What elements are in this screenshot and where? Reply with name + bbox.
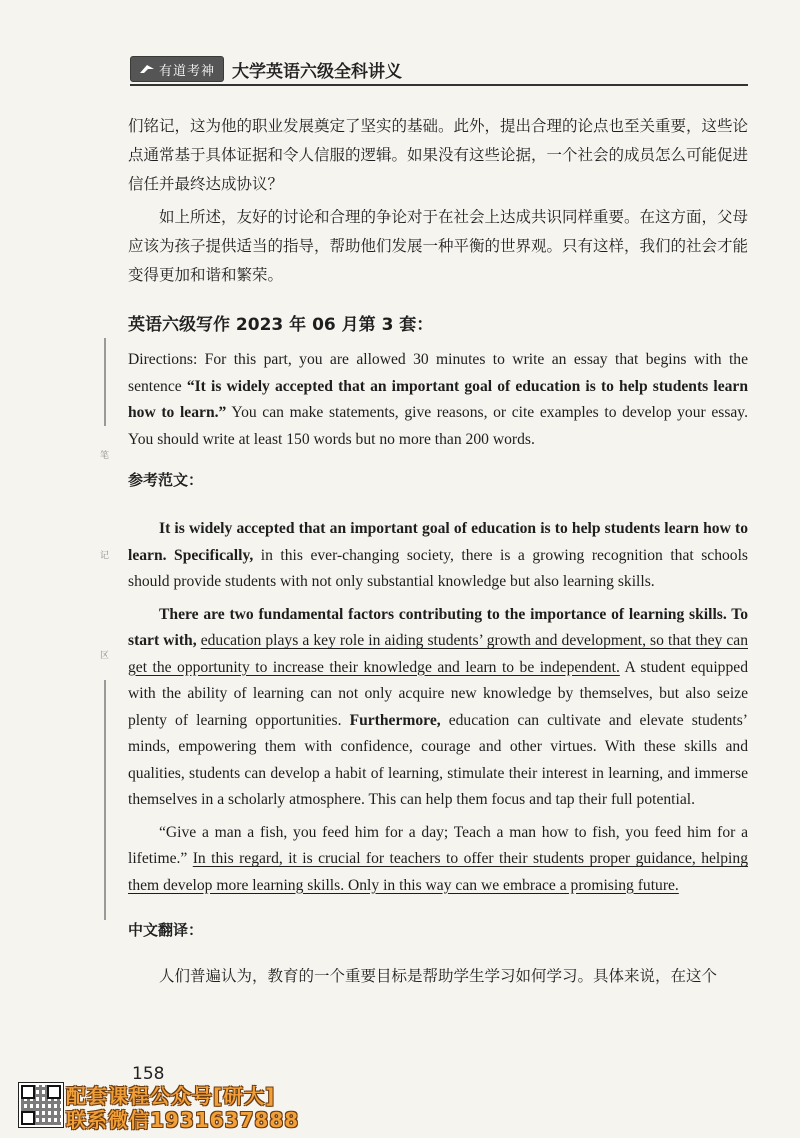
essay-paragraph-1 xyxy=(128,516,748,596)
watermark-line-1: 配套课程公众号[研大] xyxy=(66,1084,276,1108)
essay-paragraph-2 xyxy=(128,602,748,814)
margin-rule-top xyxy=(104,338,106,426)
logo-text: 有道考神 xyxy=(159,63,216,79)
page-header xyxy=(130,56,402,82)
margin-label-ji: 记 xyxy=(100,551,110,561)
margin-label-qu: 区 xyxy=(100,651,110,661)
intro-paragraph-2: 如上所述，友好的讨论和合理的争论对于在社会上达成共识同样重要。在这方面，父母应该为孩子提供适当的指导，帮助他们发展一种平衡的世界观。只有这样，我们的社会才能变得更加和谐和繁荣。 xyxy=(128,208,749,284)
header-divider xyxy=(130,84,748,86)
publisher-logo xyxy=(130,56,224,82)
directions-prompt: “It is widely accepted that an important goal of education is to help students learn how to learn.” xyxy=(128,377,749,421)
margin-rule-bottom xyxy=(104,680,106,920)
translation-heading: 中文翻译： xyxy=(128,921,204,939)
bird-icon xyxy=(139,63,155,75)
page-number: 158 xyxy=(132,1064,165,1084)
directions-text-1: Directions: For this part, you are allowed 30 minutes to write an essay that begins with the sentence xyxy=(128,351,748,395)
directions-text-2: You can make statements, give reasons, or cite examples to develop your essay. You should write at least 150 words but no more than 200 words. xyxy=(128,404,748,448)
section-heading: 英语六级写作 2023 年 06 月第 3 套： xyxy=(128,315,434,335)
essay-p2-bold2: Furthermore, xyxy=(349,711,441,729)
directions xyxy=(128,347,748,453)
essay-p1-text: in this ever-changing society, there is a growing recognition that schools should provide students with not only substantial knowledge but also learning skills. xyxy=(128,546,748,590)
essay-p2-mid: A student equipped with the ability of learning can not only acquire new knowledge by themselves, but also seize plenty of learning opportunities. xyxy=(128,658,748,729)
essay-p2-end: education can cultivate and elevate students’ minds, empowering them with confidence, courage and other virtues. With these skills and qualities, students can develop a habit of learning, stimulate their interest in learning, and immerse themselves in a scholarly atmosphere. This can help them focus and tap their full potential. xyxy=(128,711,749,808)
intro-paragraph-1: 们铭记，这为他的职业发展奠定了坚实的基础。此外，提出合理的论点也至关重要，这些论点通常基于具体证据和令人信服的逻辑。如果没有这些论据，一个社会的成员怎么可能促进信任并最终达成协议？ xyxy=(128,117,749,193)
sample-essay xyxy=(128,516,748,899)
essay-p2-underline: education plays a key role in aiding students’ growth and development, so that they can get the opportunity to increase their knowledge and learn to be independent. xyxy=(128,632,748,676)
margin-label-bi: 笔 xyxy=(100,451,110,461)
qr-code-icon xyxy=(18,1082,64,1128)
essay-p3-quote: “Give a man a fish, you feed him for a day; Teach a man how to fish, you feed him for a lifetime.” xyxy=(128,823,748,867)
watermark-line-2: 联系微信1931637888 xyxy=(66,1108,300,1132)
page-content xyxy=(128,112,748,991)
translation-paragraph-1: 人们普遍认为，教育的一个重要目标是帮助学生学习如何学习。具体来说，在这个 xyxy=(159,967,718,985)
essay-p2-bold: There are two fundamental factors contributing to the importance of learning skills. To start with, xyxy=(128,605,748,649)
book-title: 大学英语六级全科讲义 xyxy=(232,61,403,82)
sample-heading: 参考范文： xyxy=(128,471,204,489)
essay-p1-bold: It is widely accepted that an important goal of education is to help students learn how to learn. Specifically, xyxy=(128,520,748,564)
essay-paragraph-3 xyxy=(128,820,748,900)
essay-p3-underline: In this regard, it is crucial for teachers to offer their students proper guidance, helping them develop more learning skills. Only in this way can we embrace a promising future. xyxy=(128,850,748,894)
